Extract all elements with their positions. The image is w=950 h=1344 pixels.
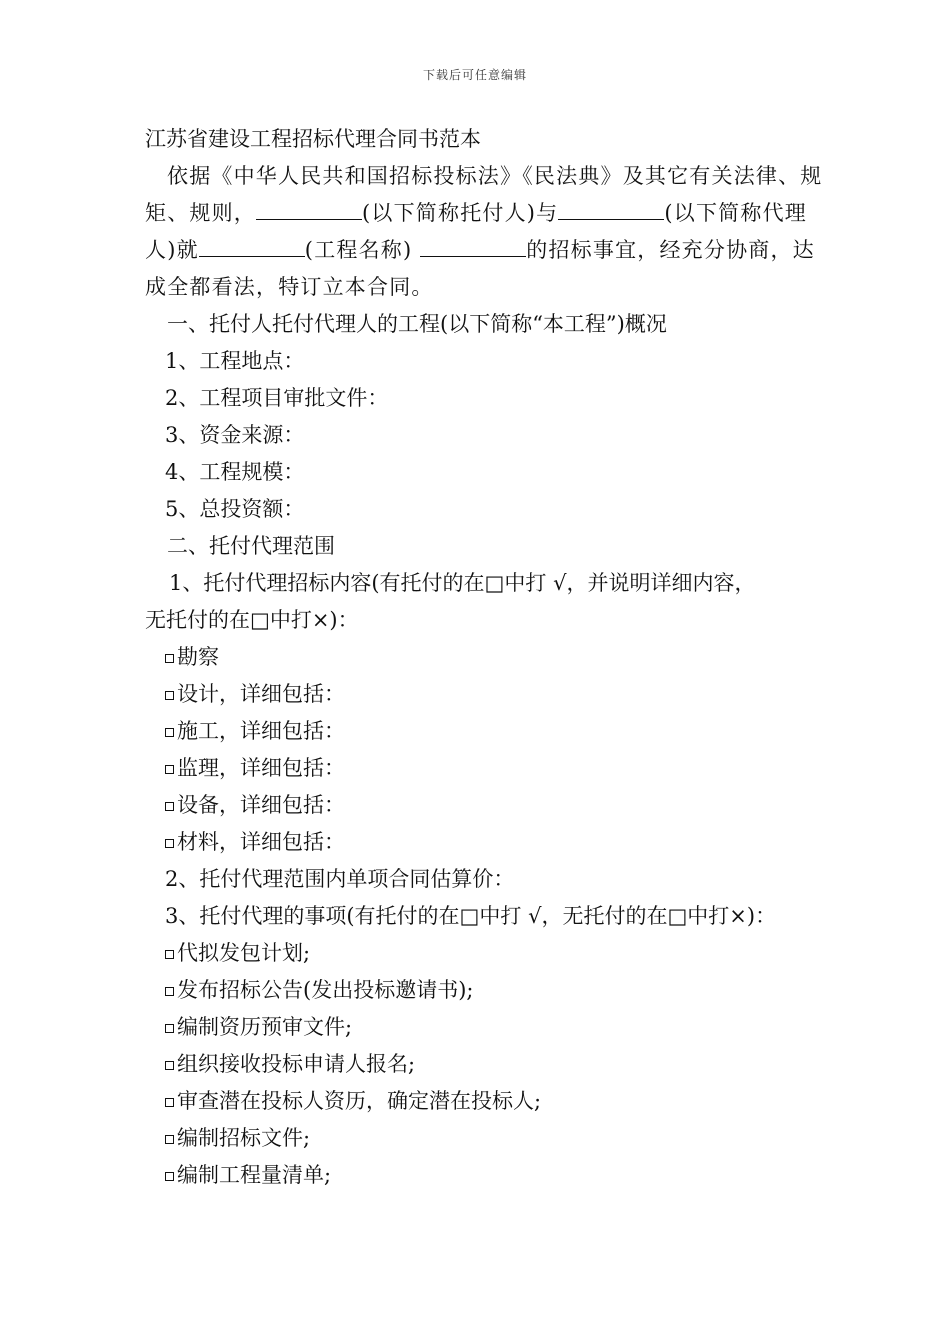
task-option: [145, 972, 825, 1009]
task-option-label: 代拟发包计划;: [177, 941, 311, 965]
checkbox-icon[interactable]: [165, 691, 174, 700]
section1-item: 1、工程地点：: [165, 349, 305, 373]
task-option-label: 编制资历预审文件;: [177, 1015, 353, 1039]
checkbox-icon[interactable]: [165, 1172, 174, 1181]
intro-paragraph: [145, 158, 825, 306]
section1-item: 4、工程规模：: [165, 460, 305, 484]
section1-heading: 一、托付人托付代理人的工程(以下简称“本工程”)概况: [167, 312, 667, 336]
task-option-label: 审查潜在投标人资历，确定潜在投标人;: [177, 1089, 542, 1113]
header-note: 下载后可任意编辑: [422, 68, 527, 82]
scope-option-label: 材料，详细包括：: [177, 830, 345, 854]
section2-heading: 二、托付代理范围: [167, 534, 335, 558]
section1-item: 2、工程项目审批文件：: [165, 386, 389, 410]
task-option-label: 编制招标文件;: [177, 1126, 311, 1150]
section2-item2: 2、托付代理范围内单项合同估算价：: [165, 867, 515, 891]
task-option: [145, 1157, 825, 1194]
task-option: [145, 1046, 825, 1083]
checkbox-icon[interactable]: [165, 765, 174, 774]
principal-name-blank[interactable]: [256, 197, 362, 220]
scope-option: [145, 750, 825, 787]
checkbox-icon[interactable]: [165, 987, 174, 996]
checkbox-icon[interactable]: [165, 802, 174, 811]
intro-text-5: 的招标事宜，经充分协商，达成全都看法，特订立本合同。: [145, 238, 815, 299]
task-option: [145, 935, 825, 972]
scope-option: [145, 676, 825, 713]
scope-option-label: 设计，详细包括：: [177, 682, 345, 706]
section2-item3: 3、托付代理的事项(有托付的在□中打 √，无托付的在□中打×)：: [165, 904, 777, 928]
scope-option-label: 监理，详细包括：: [177, 756, 345, 780]
section1-item: 3、资金来源：: [165, 423, 305, 447]
project-name-blank[interactable]: [199, 234, 305, 257]
checkbox-icon[interactable]: [165, 1135, 174, 1144]
task-option-label: 编制工程量清单;: [177, 1163, 332, 1187]
checkbox-icon[interactable]: [165, 839, 174, 848]
checkbox-icon[interactable]: [165, 654, 174, 663]
task-option: [145, 1083, 825, 1120]
section2-item1-line1: 1、托付代理招标内容(有托付的在□中打 √，并说明详细内容，: [169, 571, 756, 595]
task-option-label: 发布招标公告(发出投标邀请书);: [177, 978, 474, 1002]
task-option: [145, 1120, 825, 1157]
task-option: [145, 1009, 825, 1046]
scope-option-label: 设备，详细包括：: [177, 793, 345, 817]
intro-text-3: (以下简称代理人)就: [145, 201, 807, 262]
scope-option: [145, 787, 825, 824]
project-tender-blank[interactable]: [420, 234, 526, 257]
scope-option: [145, 824, 825, 861]
checkbox-icon[interactable]: [165, 1024, 174, 1033]
document-title: 江苏省建设工程招标代理合同书范本: [145, 127, 481, 151]
intro-text-2: (以下简称托付人)与: [362, 201, 559, 225]
checkbox-icon[interactable]: [165, 1098, 174, 1107]
scope-option-label: 施工，详细包括：: [177, 719, 345, 743]
section1-item: 5、总投资额：: [165, 497, 305, 521]
scope-option: [145, 639, 825, 676]
document-body: [145, 121, 825, 1194]
checkbox-icon[interactable]: [165, 950, 174, 959]
intro-text-4: (工程名称): [304, 238, 421, 262]
scope-option: [145, 713, 825, 750]
intro-text-1: 依据《中华人民共和国招标投标法》《民法典》及其它有关法律、规矩、规则，: [145, 164, 823, 225]
agent-name-blank[interactable]: [558, 197, 664, 220]
checkbox-icon[interactable]: [165, 728, 174, 737]
scope-option-label: 勘察: [177, 645, 219, 669]
section2-item1-line2: 无托付的在□中打×)：: [145, 608, 359, 632]
checkbox-icon[interactable]: [165, 1061, 174, 1070]
task-option-label: 组织接收投标申请人报名;: [177, 1052, 416, 1076]
